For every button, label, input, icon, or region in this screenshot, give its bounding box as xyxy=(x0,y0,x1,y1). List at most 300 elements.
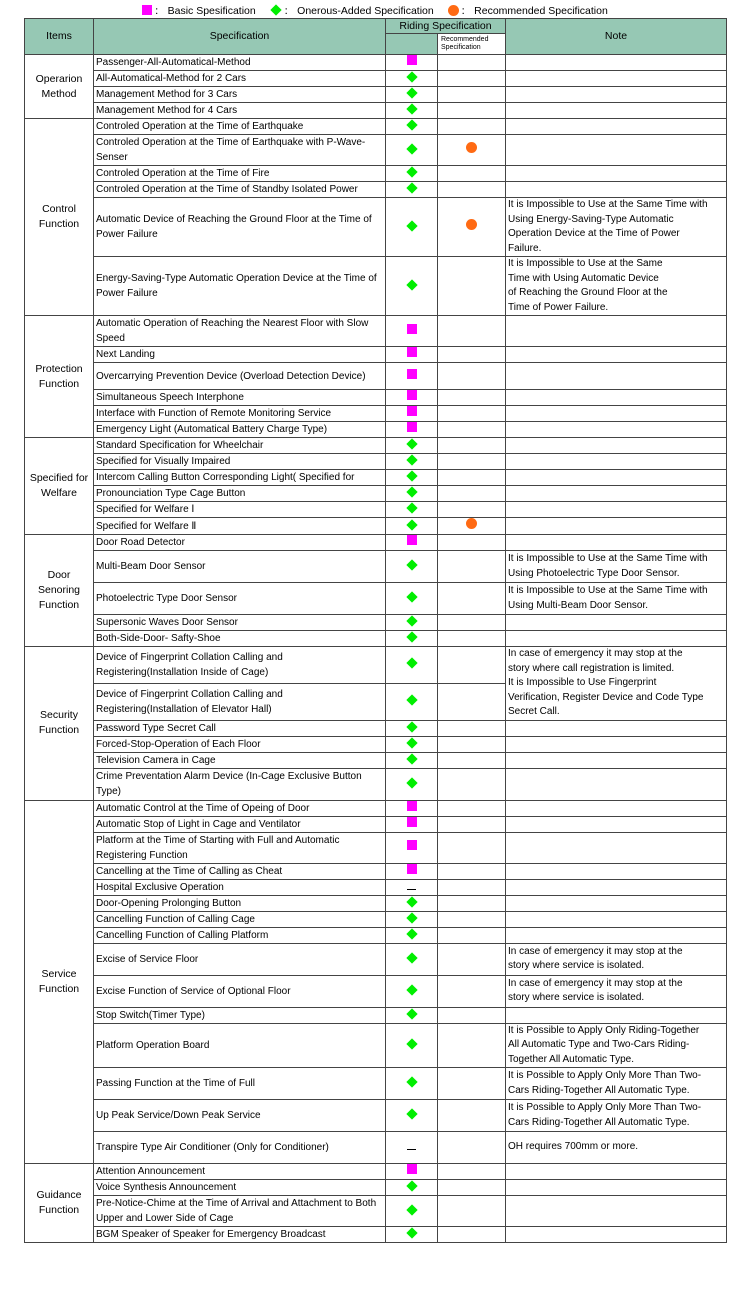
spec-cell: Interface with Function of Remote Monitoring Service xyxy=(94,406,386,422)
note-line: Secret Call. xyxy=(508,706,560,717)
table-row xyxy=(25,316,727,347)
recommended-cell xyxy=(438,454,506,470)
recommended-cell xyxy=(438,816,506,832)
note-cell xyxy=(506,768,727,800)
spec-cell: Cancelling at the Time of Calling as Cheat xyxy=(94,863,386,879)
onerous-diamond-icon xyxy=(406,279,417,290)
table-row xyxy=(25,103,727,119)
recommended-cell xyxy=(438,752,506,768)
recommended-cell xyxy=(438,1132,506,1164)
note-line: All Automatic Type and Two-Cars Riding- xyxy=(508,1039,690,1050)
recommended-cell xyxy=(438,736,506,752)
riding-mark-cell xyxy=(386,943,438,975)
onerous-diamond-icon xyxy=(406,559,417,570)
recommended-cell xyxy=(438,316,506,347)
recommended-circle-icon xyxy=(466,219,477,230)
riding-mark-cell xyxy=(386,470,438,486)
note-cell xyxy=(506,135,727,166)
recommended-cell xyxy=(438,615,506,631)
table-row xyxy=(25,470,727,486)
note-cell xyxy=(506,1180,727,1196)
spec-cell: Cancelling Function of Calling Cage xyxy=(94,911,386,927)
recommended-cell xyxy=(438,135,506,166)
basic-square-icon xyxy=(407,324,417,334)
note-cell xyxy=(506,438,727,454)
recommended-cell xyxy=(438,470,506,486)
spec-cell: Stop Switch(Timer Type) xyxy=(94,1007,386,1023)
note-line: Using Photoelectric Type Door Sensor. xyxy=(508,567,680,579)
spec-cell: Supersonic Waves Door Sensor xyxy=(94,615,386,631)
riding-mark-cell xyxy=(386,390,438,406)
category-cell: Door Senoring Function xyxy=(25,535,94,647)
spec-cell: BGM Speaker of Speaker for Emergency Broadcast xyxy=(94,1227,386,1243)
note-line: story where service is isolated. xyxy=(508,992,645,1003)
spec-cell: Pre-Notice-Chime at the Time of Arrival and Attachment to Both Upper and Lower Side of Cage xyxy=(94,1196,386,1227)
riding-mark-cell xyxy=(386,975,438,1007)
riding-mark-cell xyxy=(386,182,438,198)
riding-mark-cell xyxy=(386,911,438,927)
table-row xyxy=(25,720,727,736)
table-row xyxy=(25,911,727,927)
note-line: Together All Automatic Type. xyxy=(508,1053,635,1065)
recommended-cell xyxy=(438,71,506,87)
table-row xyxy=(25,975,727,1007)
spec-cell: Management Method for 3 Cars xyxy=(94,87,386,103)
onerous-diamond-icon xyxy=(406,182,417,193)
note-cell xyxy=(506,406,727,422)
riding-mark-cell xyxy=(386,87,438,103)
table-row xyxy=(25,927,727,943)
onerous-diamond-icon xyxy=(406,777,417,788)
recommended-cell xyxy=(438,911,506,927)
note-cell xyxy=(506,119,727,135)
dash-icon xyxy=(407,889,416,890)
note-cell xyxy=(506,166,727,182)
recommended-cell xyxy=(438,975,506,1007)
riding-mark-cell xyxy=(386,1196,438,1227)
riding-mark-cell xyxy=(386,879,438,895)
note-line: Operation Device at the Time of Power xyxy=(508,228,680,239)
recommended-cell xyxy=(438,720,506,736)
table-row xyxy=(25,647,727,684)
recommended-cell xyxy=(438,1007,506,1023)
spec-cell: Hospital Exclusive Operation xyxy=(94,879,386,895)
spec-cell: Cancelling Function of Calling Platform xyxy=(94,927,386,943)
onerous-diamond-icon xyxy=(406,166,417,177)
note-cell xyxy=(506,615,727,631)
recommended-cell xyxy=(438,1180,506,1196)
table-row xyxy=(25,55,727,71)
basic-square-icon xyxy=(407,535,417,545)
recommended-cell xyxy=(438,182,506,198)
table-row xyxy=(25,535,727,551)
note-line: Time with Using Automatic Device xyxy=(508,272,659,284)
riding-mark-cell xyxy=(386,863,438,879)
table-row xyxy=(25,422,727,438)
note-cell xyxy=(506,895,727,911)
table-row xyxy=(25,502,727,518)
basic-square-icon xyxy=(407,817,417,827)
table-row xyxy=(25,347,727,363)
note-cell xyxy=(506,816,727,832)
table-row xyxy=(25,1023,727,1068)
spec-cell: Multi-Beam Door Sensor xyxy=(94,551,386,583)
note-line: In case of emergency it may stop at the xyxy=(508,977,683,989)
basic-square-icon xyxy=(407,347,417,357)
recommended-cell xyxy=(438,832,506,863)
recommended-circle-icon xyxy=(448,5,459,16)
recommended-cell xyxy=(438,347,506,363)
spec-cell: Pronounciation Type Cage Button xyxy=(94,486,386,502)
note-line: Failure. xyxy=(508,242,542,254)
recommended-cell xyxy=(438,518,506,535)
note-cell xyxy=(506,103,727,119)
note-cell xyxy=(506,347,727,363)
recommended-cell xyxy=(438,551,506,583)
recommended-cell xyxy=(438,119,506,135)
onerous-diamond-icon xyxy=(406,103,417,114)
header-riding-spacer xyxy=(386,34,438,55)
spec-cell: Specified for Visually Impaired xyxy=(94,454,386,470)
riding-mark-cell xyxy=(386,486,438,502)
onerous-diamond-icon xyxy=(406,952,417,963)
spec-cell: Crime Preventation Alarm Device (In-Cage Exclusive Button Type) xyxy=(94,768,386,800)
note-cell xyxy=(506,736,727,752)
riding-mark-cell xyxy=(386,647,438,684)
spec-cell: Platform at the Time of Starting with Full and Automatic Registering Function xyxy=(94,832,386,863)
header-recommended-sub: Recommended Specification xyxy=(438,34,506,55)
onerous-diamond-icon xyxy=(406,1227,417,1238)
recommended-cell xyxy=(438,198,506,257)
header-riding: Riding Specification xyxy=(386,19,506,34)
legend-onerous xyxy=(270,3,434,18)
spec-cell: Energy-Saving-Type Automatic Operation Device at the Time of Power Failure xyxy=(94,257,386,316)
legend-basic-label: ： Basic Spesification xyxy=(154,4,256,17)
category-cell: Specified for Welfare xyxy=(25,438,94,535)
note-line: Using Energy-Saving-Type Automatic xyxy=(508,213,674,225)
header-specification: Specification xyxy=(94,19,386,55)
table-row xyxy=(25,1180,727,1196)
riding-mark-cell xyxy=(386,1100,438,1132)
note-cell xyxy=(506,1100,727,1132)
riding-mark-cell xyxy=(386,683,438,720)
riding-mark-cell xyxy=(386,518,438,535)
riding-mark-cell xyxy=(386,927,438,943)
note-cell xyxy=(506,583,727,615)
riding-mark-cell xyxy=(386,406,438,422)
table-row xyxy=(25,454,727,470)
note-cell xyxy=(506,752,727,768)
onerous-diamond-icon xyxy=(406,486,417,497)
spec-cell: Automatic Control at the Time of Opeing of Door xyxy=(94,800,386,816)
table-row xyxy=(25,1132,727,1164)
category-cell: Operarion Method xyxy=(25,55,94,119)
table-row xyxy=(25,1164,727,1180)
onerous-diamond-icon xyxy=(406,438,417,449)
recommended-cell xyxy=(438,390,506,406)
onerous-diamond-icon xyxy=(406,753,417,764)
riding-mark-cell xyxy=(386,631,438,647)
table-row xyxy=(25,736,727,752)
table-row xyxy=(25,257,727,316)
riding-mark-cell xyxy=(386,316,438,347)
note-cell xyxy=(506,1068,727,1100)
spec-cell: Excise of Service Floor xyxy=(94,943,386,975)
note-line: It is Impossible to Use at the Same xyxy=(508,258,663,269)
riding-mark-cell xyxy=(386,768,438,800)
onerous-diamond-icon xyxy=(406,1180,417,1191)
spec-cell: Automatic Device of Reaching the Ground Floor at the Time of Power Failure xyxy=(94,198,386,257)
onerous-diamond-icon xyxy=(406,519,417,530)
recommended-cell xyxy=(438,768,506,800)
recommended-cell xyxy=(438,422,506,438)
legend-recommended xyxy=(448,3,608,18)
spec-table xyxy=(24,18,727,1243)
note-cell xyxy=(506,486,727,502)
note-cell xyxy=(506,1132,727,1164)
note-cell xyxy=(506,470,727,486)
recommended-cell xyxy=(438,87,506,103)
note-line: It is Possible to Apply Only Riding-Together xyxy=(508,1024,700,1036)
onerous-diamond-icon xyxy=(406,658,417,669)
onerous-diamond-icon xyxy=(406,737,417,748)
note-cell xyxy=(506,71,727,87)
table-row xyxy=(25,943,727,975)
note-line: Verification, Register Device and Code Type xyxy=(508,691,704,703)
table-row xyxy=(25,119,727,135)
note-cell xyxy=(506,720,727,736)
table-row xyxy=(25,518,727,535)
table-row xyxy=(25,1068,727,1100)
header-note: Note xyxy=(506,19,727,55)
note-cell xyxy=(506,1196,727,1227)
note-cell xyxy=(506,87,727,103)
recommended-circle-icon xyxy=(466,518,477,529)
spec-cell: Passing Function at the Time of Full xyxy=(94,1068,386,1100)
recommended-cell xyxy=(438,406,506,422)
recommended-cell xyxy=(438,800,506,816)
spec-cell: Controled Operation at the Time of Earthquake xyxy=(94,119,386,135)
note-line: It is Possible to Apply Only More Than Two- xyxy=(508,1102,702,1113)
onerous-diamond-icon xyxy=(406,694,417,705)
recommended-cell xyxy=(438,535,506,551)
table-row xyxy=(25,800,727,816)
basic-square-icon xyxy=(407,801,417,811)
onerous-diamond-icon xyxy=(406,1076,417,1087)
category-cell: Guidance Function xyxy=(25,1164,94,1243)
recommended-circle-icon xyxy=(466,142,477,153)
recommended-cell xyxy=(438,631,506,647)
riding-mark-cell xyxy=(386,454,438,470)
spec-cell: Password Type Secret Call xyxy=(94,720,386,736)
spec-cell: Excise Function of Service of Optional Floor xyxy=(94,975,386,1007)
riding-mark-cell xyxy=(386,438,438,454)
riding-mark-cell xyxy=(386,422,438,438)
recommended-cell xyxy=(438,683,506,720)
category-cell: Security Function xyxy=(25,647,94,801)
basic-square-icon xyxy=(407,1164,417,1174)
recommended-cell xyxy=(438,647,506,684)
table-row xyxy=(25,182,727,198)
note-cell xyxy=(506,518,727,535)
note-line: story where service is isolated. xyxy=(508,960,645,971)
onerous-diamond-icon xyxy=(406,591,417,602)
note-cell xyxy=(506,800,727,816)
note-cell xyxy=(506,911,727,927)
spec-cell: Emergency Light (Automatical Battery Charge Type) xyxy=(94,422,386,438)
table-row xyxy=(25,390,727,406)
table-row xyxy=(25,615,727,631)
note-line: Cars Riding-Together All Automatic Type. xyxy=(508,1116,690,1128)
basic-square-icon xyxy=(407,390,417,400)
table-row xyxy=(25,166,727,182)
riding-mark-cell xyxy=(386,1023,438,1068)
riding-mark-cell xyxy=(386,363,438,390)
table-row xyxy=(25,631,727,647)
recommended-cell xyxy=(438,257,506,316)
note-cell xyxy=(506,551,727,583)
riding-mark-cell xyxy=(386,895,438,911)
spec-cell: Device of Fingerprint Collation Calling and Registering(Installation of Elevator Hall) xyxy=(94,683,386,720)
spec-cell: Voice Synthesis Announcement xyxy=(94,1180,386,1196)
note-cell xyxy=(506,631,727,647)
onerous-diamond-icon xyxy=(406,1008,417,1019)
spec-cell: Up Peak Service/Down Peak Service xyxy=(94,1100,386,1132)
recommended-cell xyxy=(438,1164,506,1180)
onerous-diamond-icon xyxy=(406,220,417,231)
recommended-cell xyxy=(438,438,506,454)
onerous-diamond-icon xyxy=(406,1038,417,1049)
basic-square-icon xyxy=(407,840,417,850)
note-cell xyxy=(506,363,727,390)
recommended-cell xyxy=(438,103,506,119)
basic-square-icon xyxy=(407,422,417,432)
note-cell xyxy=(506,316,727,347)
table-row xyxy=(25,406,727,422)
basic-square-icon xyxy=(407,369,417,379)
table-row xyxy=(25,1007,727,1023)
table-row xyxy=(25,816,727,832)
table-row xyxy=(25,832,727,863)
recommended-cell xyxy=(438,1196,506,1227)
spec-cell: Attention Announcement xyxy=(94,1164,386,1180)
basic-square-icon xyxy=(407,864,417,874)
note-line: It is Possible to Apply Only More Than Two- xyxy=(508,1070,702,1081)
onerous-diamond-icon xyxy=(406,912,417,923)
table-row xyxy=(25,87,727,103)
onerous-diamond-icon xyxy=(406,721,417,732)
note-line: In case of emergency it may stop at the xyxy=(508,945,683,957)
table-row xyxy=(25,1100,727,1132)
spec-cell: Specified for Welfare Ⅰ xyxy=(94,502,386,518)
riding-mark-cell xyxy=(386,198,438,257)
note-line: Using Multi-Beam Door Sensor. xyxy=(508,599,649,611)
table-row xyxy=(25,768,727,800)
note-cell xyxy=(506,879,727,895)
spec-cell: Passenger-All-Automatical-Method xyxy=(94,55,386,71)
riding-mark-cell xyxy=(386,119,438,135)
spec-cell: Automatic Operation of Reaching the Nearest Floor with Slow Speed xyxy=(94,316,386,347)
table-row xyxy=(25,198,727,257)
recommended-cell xyxy=(438,895,506,911)
note-cell xyxy=(506,535,727,551)
table-row xyxy=(25,1196,727,1227)
riding-mark-cell xyxy=(386,103,438,119)
note-cell xyxy=(506,454,727,470)
table-row xyxy=(25,752,727,768)
spec-cell: Door-Opening Prolonging Button xyxy=(94,895,386,911)
note-line: Time of Power Failure. xyxy=(508,301,609,313)
table-row xyxy=(25,1227,727,1243)
onerous-diamond-icon xyxy=(406,143,417,154)
table-row xyxy=(25,486,727,502)
onerous-diamond-icon xyxy=(406,984,417,995)
spec-cell: Transpire Type Air Conditioner (Only for Conditioner) xyxy=(94,1132,386,1164)
recommended-cell xyxy=(438,863,506,879)
riding-mark-cell xyxy=(386,551,438,583)
onerous-diamond-icon xyxy=(406,896,417,907)
table-row xyxy=(25,551,727,583)
spec-cell: Platform Operation Board xyxy=(94,1023,386,1068)
riding-mark-cell xyxy=(386,816,438,832)
riding-mark-cell xyxy=(386,1180,438,1196)
onerous-diamond-icon xyxy=(406,502,417,513)
note-cell xyxy=(506,1227,727,1243)
note-cell xyxy=(506,502,727,518)
note-line: It is Impossible to Use at the Same Time with xyxy=(508,553,708,564)
category-cell: Protection Function xyxy=(25,316,94,438)
note-cell xyxy=(506,390,727,406)
recommended-cell xyxy=(438,363,506,390)
category-cell: Service Function xyxy=(25,800,94,1164)
riding-mark-cell xyxy=(386,1132,438,1164)
recommended-cell xyxy=(438,1023,506,1068)
spec-cell: Controled Operation at the Time of Fire xyxy=(94,166,386,182)
riding-mark-cell xyxy=(386,1007,438,1023)
recommended-cell xyxy=(438,55,506,71)
onerous-diamond-icon xyxy=(270,4,281,15)
legend-basic xyxy=(142,3,256,18)
riding-mark-cell xyxy=(386,752,438,768)
riding-mark-cell xyxy=(386,166,438,182)
recommended-cell xyxy=(438,879,506,895)
onerous-diamond-icon xyxy=(406,615,417,626)
riding-mark-cell xyxy=(386,257,438,316)
note-line: of Reaching the Ground Floor at the xyxy=(508,287,668,298)
spec-cell: Next Landing xyxy=(94,347,386,363)
note-line: In case of emergency it may stop at the xyxy=(508,648,683,659)
spec-cell: All-Automatical-Method for 2 Cars xyxy=(94,71,386,87)
onerous-diamond-icon xyxy=(406,71,417,82)
note-cell xyxy=(506,1023,727,1068)
note-line: It is Impossible to Use at the Same Time with xyxy=(508,199,708,210)
onerous-diamond-icon xyxy=(406,1108,417,1119)
riding-mark-cell xyxy=(386,502,438,518)
note-cell xyxy=(506,863,727,879)
riding-mark-cell xyxy=(386,615,438,631)
note-cell xyxy=(506,1164,727,1180)
note-cell xyxy=(506,927,727,943)
onerous-diamond-icon xyxy=(406,631,417,642)
note-cell xyxy=(506,182,727,198)
riding-mark-cell xyxy=(386,832,438,863)
basic-square-icon xyxy=(407,406,417,416)
onerous-diamond-icon xyxy=(406,928,417,939)
legend-onerous-label: ： Onerous-Added Specification xyxy=(283,4,434,17)
note-cell xyxy=(506,257,727,316)
recommended-cell xyxy=(438,927,506,943)
onerous-diamond-icon xyxy=(406,470,417,481)
